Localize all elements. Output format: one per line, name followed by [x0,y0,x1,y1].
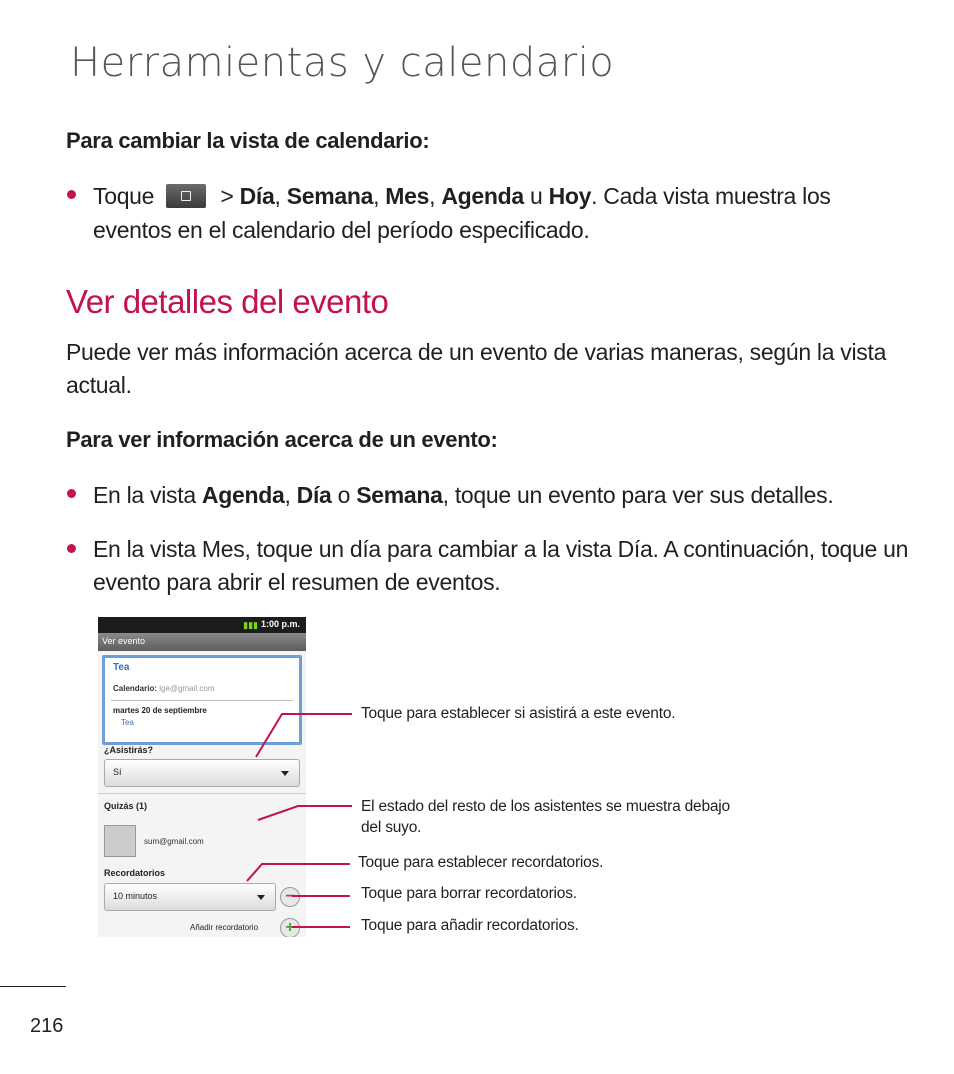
section-subheading-view-info: Para ver información acerca de un evento: [66,427,498,452]
callout-line-set-reminders [247,864,350,881]
event-subtitle: Tea [121,718,134,727]
callout-status-line1: El estado del resto de los asistentes se muestra debajo [361,798,730,815]
section-heading: Ver detalles del evento [66,283,389,320]
bullet-text: En la vista [93,482,196,508]
attend-label: ¿Asistirás? [104,745,154,755]
attend-value: Sí [113,767,122,777]
callout-set-reminders: Toque para establecer recordatorios. [358,854,604,871]
bullet-change-view: Toque > Día, Semana, Mes, Agenda u Hoy. Cada vista muestra los [93,183,831,209]
option-dia: Día [239,183,275,209]
signal-icon: ▮▮▮ [243,620,258,630]
callout-line-status [258,806,352,820]
bullet-text: . Cada vista muestra los [591,183,831,209]
bullet-text: o [337,482,351,508]
maybe-label: Quizás (1) [104,801,148,811]
status-time: 1:00 p.m. [260,619,300,629]
bullet-text-line2: eventos en el calendario del período especificado. [93,217,590,243]
callout-add-reminders: Toque para añadir recordatorios. [361,917,579,934]
title-bar-label: Ver evento [102,636,146,646]
intro-line2: actual. [66,372,132,398]
bullet-month-line1: En la vista Mes, toque un día para cambiar a la vista Día. A continuación, toque un [93,536,909,562]
bullet-text: u [529,183,543,209]
callout-attend: Toque para establecer si asistirá a este evento. [361,705,676,722]
option-mes: Mes [385,183,430,209]
option-hoy: Hoy [548,183,592,209]
bullet-text: Toque [93,183,155,209]
footer-rule [0,986,66,987]
bullet-view-event: En la vista Agenda, Día o Semana, toque un evento para ver sus detalles. [93,482,834,508]
calendar-label: Calendario: [113,684,158,693]
option-semana: Semana [286,183,374,209]
add-reminder-label: Añadir recordatorio [190,923,259,932]
option-dia: Día [296,482,332,508]
callout-line-attend [256,714,352,757]
option-semana: Semana [356,482,443,508]
event-date: martes 20 de septiembre [113,706,207,715]
intro-line1: Puede ver más información acerca de un evento de varias maneras, según la vista [66,339,887,365]
option-agenda: Agenda [441,183,524,209]
callout-status-line2: del suyo. [361,819,422,836]
reminder-value: 10 minutos [113,891,158,901]
section-subheading-change-view: Para cambiar la vista de calendario: [66,128,430,153]
page-title: Herramientas y calendario [70,40,615,86]
minus-icon: − [285,888,295,905]
page-number: 216 [30,1015,64,1037]
guest-email: sum@gmail.com [144,837,204,846]
calendar-value: lge@gmail.com [159,684,215,693]
bullet-text: , toque un evento para ver sus detalles. [442,482,834,508]
plus-icon: + [285,919,295,936]
callout-delete-reminders: Toque para borrar recordatorios. [361,885,577,902]
event-title: Tea [113,662,130,673]
option-agenda: Agenda [201,482,285,508]
bullet-month-line2: evento para abrir el resumen de eventos. [93,569,501,595]
reminders-label: Recordatorios [104,868,166,878]
separator: > [220,183,234,209]
